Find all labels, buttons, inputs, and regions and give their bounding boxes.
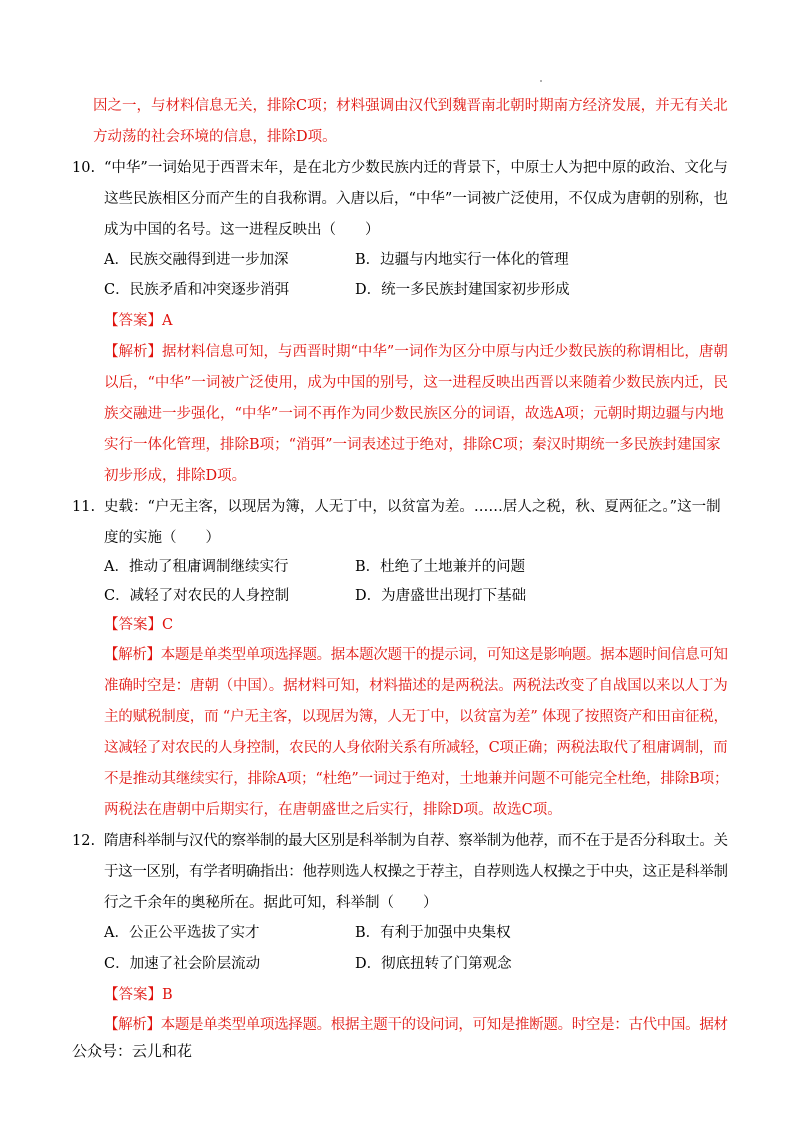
q10-analysis-line-2: 以后，“中华”一词被广泛使用，成为中国的别号，这一进程反映出西晋以来随着少数民族内迁，民 — [104, 375, 728, 391]
q11-option-c[interactable]: C．减轻了对农民的人身控制 — [104, 588, 290, 604]
q11-analysis-line-1: 【解析】本题是单类型单项选择题。据本题次题干的提示词，可知这是影响题。据本题时间信息可知 — [104, 647, 728, 663]
prev-analysis-line-2: 方动荡的社会环境的信息，排除D项。 — [93, 129, 337, 145]
q10-answer: 【答案】A — [104, 313, 173, 329]
scan-dot — [540, 80, 542, 82]
q11-stem-line-1: 史载：“户无主客，以现居为簿，人无丁中，以贫富为差。……居人之税，秋、夏两征之。”这一制 — [104, 499, 721, 515]
q10-stem-line-1: “中华”一词始见于西晋末年，是在北方少数民族内迁的背景下，中原士人为把中原的政治、文化与 — [104, 160, 728, 176]
q11-analysis-line-3: 主的赋税制度，而 “户无主客，以现居为簿，人无丁中，以贫富为差” 体现了按照资产和田亩征税， — [104, 709, 728, 725]
q12-stem-line-1: 隋唐科举制与汉代的察举制的最大区别是科举制为自荐、察举制为他荐，而不在于是否分科取士。关 — [104, 833, 728, 849]
q11-analysis-line-5: 不是推动其继续实行，排除A项；“杜绝”一词过于绝对，土地兼并问题不可能完全杜绝，排除B项； — [104, 771, 729, 787]
q12-option-c[interactable]: C．加速了社会阶层流动 — [104, 956, 261, 972]
q11-stem-line-2: 度的实施（ ） — [104, 530, 220, 546]
q11-answer: 【答案】C — [104, 617, 174, 633]
q12-analysis-line-1: 【解析】本题是单类型单项选择题。根据主题干的设问词，可知是推断题。时空是：古代中国。据材 — [104, 1017, 728, 1033]
q11-analysis-line-6: 两税法在唐朝中后期实行，在唐朝盛世之后实行，排除D项。故选C项。 — [104, 802, 562, 818]
q11-number: 11. — [72, 499, 96, 515]
q12-stem-line-2: 于这一区别，有学者明确指出：他荐则选人权操之于荐主，自荐则选人权操之于中央，这正是科举制 — [104, 864, 728, 880]
q12-number: 12. — [72, 833, 96, 849]
q10-analysis-line-5: 初步形成，排除D项。 — [104, 468, 247, 484]
q10-stem-line-3: 成为中国的名号。这一进程反映出（ ） — [104, 222, 380, 238]
q11-analysis-line-2: 准确时空是：唐朝（中国）。据材料可知，材料描述的是两税法。两税法改变了自战国以来以人丁为 — [104, 678, 728, 694]
q10-stem-line-2: 这些民族相区分而产生的自我称谓。入唐以后，“中华”一词被广泛使用，不仅成为唐朝的别称，也 — [104, 191, 728, 207]
q12-option-a[interactable]: A．公正公平选拔了实才 — [104, 925, 260, 941]
prev-analysis-line-1: 因之一，与材料信息无关，排除C项；材料强调由汉代到魏晋南北朝时期南方经济发展，并无有关北 — [93, 98, 728, 114]
q11-option-a[interactable]: A．推动了租庸调制继续实行 — [104, 559, 289, 575]
q12-option-b[interactable]: B．有利于加强中央集权 — [355, 925, 511, 941]
q10-option-a[interactable]: A．民族交融得到进一步加深 — [104, 252, 289, 268]
q11-analysis-line-4: 这减轻了对农民的人身控制，农民的人身依附关系有所减轻，C项正确；两税法取代了租庸调制，而 — [104, 740, 728, 756]
q11-option-b[interactable]: B．杜绝了土地兼并的问题 — [355, 559, 526, 575]
footer-account-name: 公众号：云儿和花 — [72, 1042, 193, 1060]
q12-answer: 【答案】B — [104, 987, 173, 1003]
q11-option-d[interactable]: D．为唐盛世出现打下基础 — [355, 588, 527, 604]
q10-option-b[interactable]: B．边疆与内地实行一体化的管理 — [355, 252, 569, 268]
q10-option-d[interactable]: D．统一多民族封建国家初步形成 — [355, 282, 570, 298]
q10-option-c[interactable]: C．民族矛盾和冲突逐步消弭 — [104, 282, 290, 298]
q12-option-d[interactable]: D．彻底扭转了门第观念 — [355, 956, 512, 972]
q10-analysis-line-3: 族交融进一步强化，“中华”一词不再作为同少数民族区分的词语，故选A项；元朝时期边疆与内地 — [104, 406, 724, 422]
q10-number: 10. — [72, 160, 96, 176]
q12-stem-line-3: 行之千余年的奥秘所在。据此可知，科举制（ ） — [104, 895, 438, 911]
q10-analysis-line-4: 实行一体化管理，排除B项；“消弭”一词表述过于绝对，排除C项；秦汉时期统一多民族封建国家 — [104, 437, 721, 453]
q10-analysis-line-1: 【解析】据材料信息可知，与西晋时期“中华”一词作为区分中原与内迁少数民族的称谓相比，唐朝 — [104, 344, 728, 360]
